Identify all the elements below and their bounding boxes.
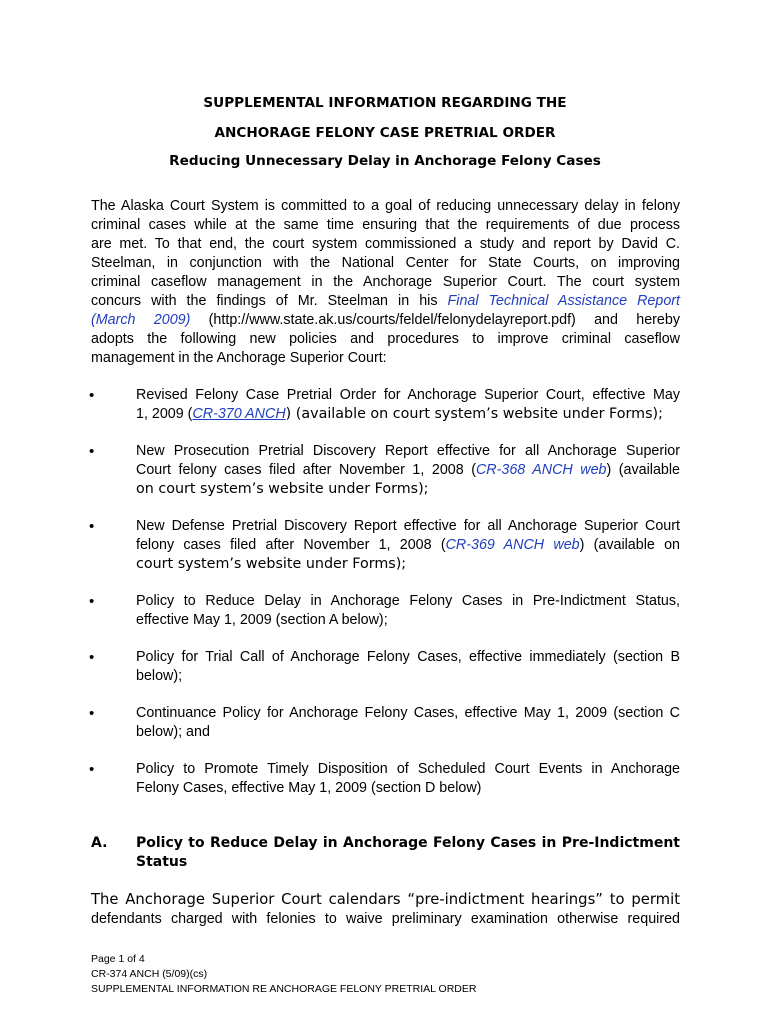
doc-title-line-2: ANCHORAGE FELONY CASE PRETRIAL ORDER bbox=[214, 125, 556, 141]
bullet-2-line-2 bbox=[136, 461, 680, 480]
bullet-3-line-1: New Defense Pretrial Discovery Report effective for all Anchorage Superior Court bbox=[136, 518, 680, 534]
bullet-icon: • bbox=[89, 387, 95, 404]
bullet-4-line-2: effective May 1, 2009 (section A below); bbox=[136, 612, 388, 628]
bullet-3-text: felony cases filed after November 1, 2008 ( bbox=[136, 537, 446, 553]
intro-line-6 bbox=[91, 292, 680, 311]
doc-subtitle: Reducing Unnecessary Delay in Anchorage Felony Cases bbox=[169, 153, 601, 169]
bullet-icon: • bbox=[89, 518, 95, 535]
cr-369-link[interactable]: CR-369 ANCH web bbox=[445, 537, 580, 553]
bullet-4-line-1: Policy to Reduce Delay in Anchorage Felony Cases in Pre-Indictment Status, bbox=[136, 593, 680, 609]
section-a-para-line-2: defendants charged with felonies to waive preliminary examination otherwise required bbox=[91, 911, 680, 927]
footer-page-number: Page 1 of 4 bbox=[91, 953, 145, 965]
bullet-5-line-2: below); bbox=[136, 668, 183, 684]
intro-line-8: adopts the following new policies and procedures to improve criminal caseflow bbox=[91, 331, 680, 347]
report-date-link[interactable]: (March 2009) bbox=[91, 312, 191, 328]
intro-line-4: Steelman, in conjunction with the National Center for State Courts, on improving bbox=[91, 255, 680, 271]
bullet-icon: • bbox=[89, 705, 95, 722]
intro-line-3: are met. To that end, the court system commissioned a study and report by David C. bbox=[91, 236, 680, 252]
bullet-2-line-3: on court system’s website under Forms); bbox=[136, 481, 429, 497]
intro-line-7-text: (http://www.state.ak.us/courts/feldel/felonydelayreport.pdf) and hereby bbox=[190, 312, 680, 328]
cr-370-link[interactable]: CR-370 ANCH bbox=[192, 406, 286, 422]
bullet-5-line-1: Policy for Trial Call of Anchorage Felony Cases, effective immediately (section B bbox=[136, 649, 680, 665]
bullet-1-text: 1, 2009 ( bbox=[136, 406, 193, 422]
footer-title: SUPPLEMENTAL INFORMATION RE ANCHORAGE FELONY PRETRIAL ORDER bbox=[91, 983, 477, 995]
footer-form-number: CR-374 ANCH (5/09)(cs) bbox=[91, 968, 208, 980]
bullet-icon: • bbox=[89, 761, 95, 778]
bullet-3-line-2 bbox=[136, 536, 680, 555]
report-title-link[interactable]: Final Technical Assistance Report bbox=[447, 293, 681, 309]
intro-line-7 bbox=[91, 311, 680, 330]
doc-title-line-1: SUPPLEMENTAL INFORMATION REGARDING THE bbox=[203, 95, 567, 111]
intro-line-6-text: concurs with the findings of Mr. Steelman in his bbox=[91, 293, 448, 309]
bullet-icon: • bbox=[89, 649, 95, 666]
bullet-2-line-1: New Prosecution Pretrial Discovery Report effective for all Anchorage Superior bbox=[136, 443, 680, 459]
bullet-2-text-end: ) (available bbox=[606, 462, 680, 478]
bullet-6-line-2: below); and bbox=[136, 724, 210, 740]
bullet-6-line-1: Continuance Policy for Anchorage Felony Cases, effective May 1, 2009 (section C bbox=[136, 705, 680, 721]
bullet-1-line-2 bbox=[136, 405, 680, 424]
intro-line-5: criminal caseflow management in the Anchorage Superior Court. The court system bbox=[91, 274, 680, 290]
section-a-heading-line-2: Status bbox=[136, 854, 188, 870]
bullet-1-text-end: ) (available on court system’s website under Forms); bbox=[285, 406, 663, 422]
intro-line-1: The Alaska Court System is committed to a goal of reducing unnecessary delay in felony bbox=[91, 198, 680, 214]
bullet-7-line-1: Policy to Promote Timely Disposition of Scheduled Court Events in Anchorage bbox=[136, 761, 680, 777]
bullet-3-line-3: court system’s website under Forms); bbox=[136, 556, 407, 572]
section-a-heading-line-1: Policy to Reduce Delay in Anchorage Felony Cases in Pre-Indictment bbox=[136, 835, 680, 851]
section-a-para-line-1: The Anchorage Superior Court calendars “pre-indictment hearings” to permit bbox=[91, 891, 680, 908]
bullet-2-text: Court felony cases filed after November 1, 2008 ( bbox=[136, 462, 476, 478]
bullet-icon: • bbox=[89, 593, 95, 610]
intro-line-9: management in the Anchorage Superior Court: bbox=[91, 350, 387, 366]
section-a-letter: A. bbox=[91, 835, 108, 851]
bullet-icon: • bbox=[89, 443, 95, 460]
cr-368-link[interactable]: CR-368 ANCH web bbox=[475, 462, 607, 478]
bullet-7-line-2: Felony Cases, effective May 1, 2009 (section D below) bbox=[136, 780, 482, 796]
intro-line-2: criminal cases while at the same time ensuring that the requirements of due process bbox=[91, 217, 680, 233]
bullet-1-line-1: Revised Felony Case Pretrial Order for Anchorage Superior Court, effective May bbox=[136, 387, 680, 403]
bullet-3-text-end: ) (available on bbox=[579, 537, 680, 553]
